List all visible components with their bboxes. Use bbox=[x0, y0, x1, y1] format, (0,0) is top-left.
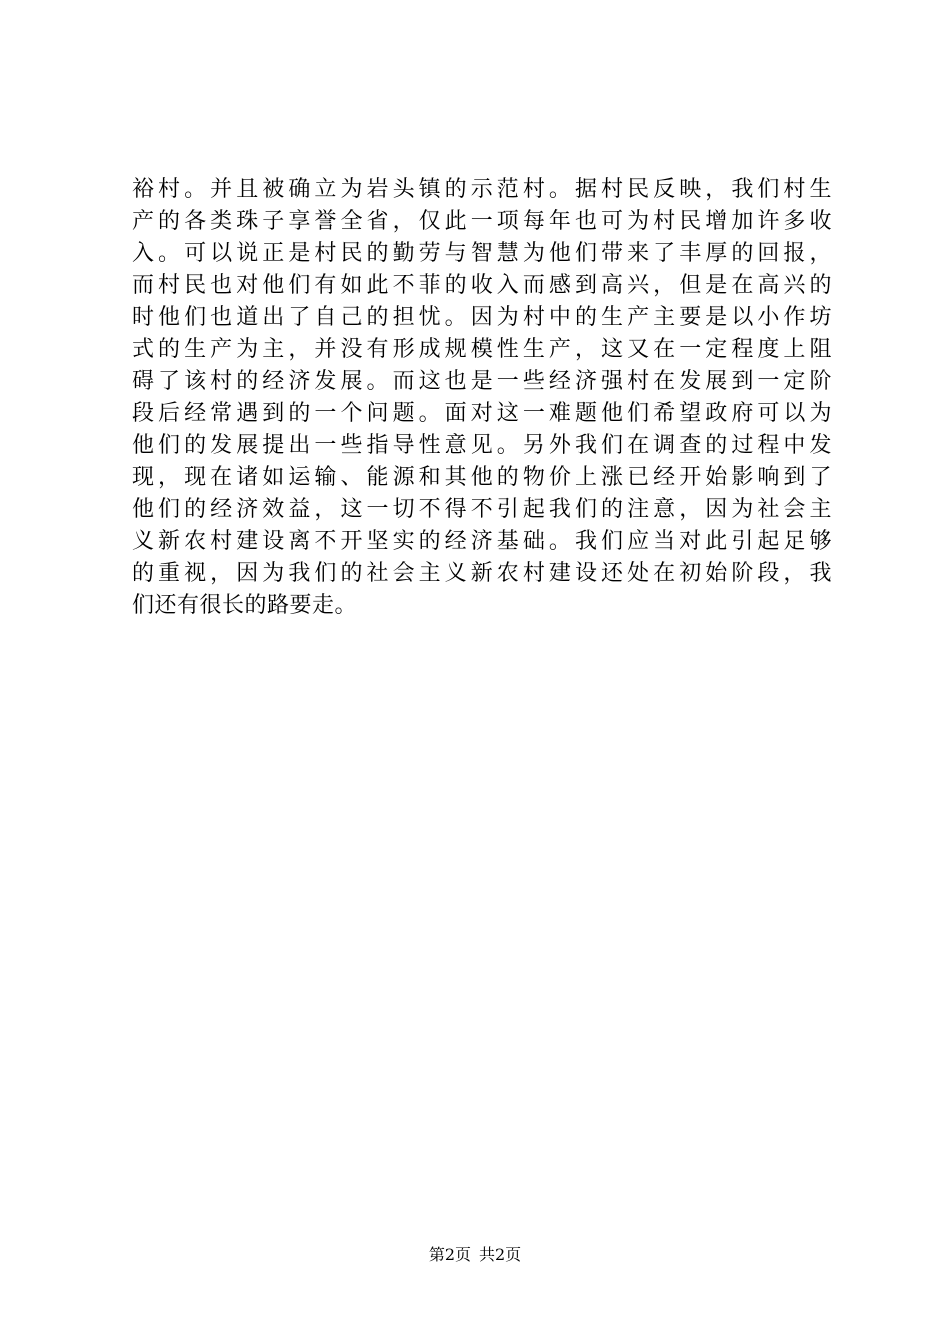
page-total: 共2页 bbox=[479, 1245, 522, 1264]
body-paragraph bbox=[132, 174, 832, 622]
paragraph-line: 时他们也道出了自己的担忧。因为村中的生产主要是以小作坊 bbox=[132, 305, 832, 330]
paragraph-line: 碍了该村的经济发展。而这也是一些经济强村在发展到一定阶 bbox=[132, 369, 832, 394]
paragraph-line: 义新农村建设离不开坚实的经济基础。我们应当对此引起足够 bbox=[132, 529, 832, 554]
paragraph-line: 他们的发展提出一些指导性意见。另外我们在调查的过程中发 bbox=[132, 433, 832, 458]
paragraph-line: 他们的经济效益，这一切不得不引起我们的注意，因为社会主 bbox=[132, 497, 832, 522]
paragraph-line: 入。可以说正是村民的勤劳与智慧为他们带来了丰厚的回报， bbox=[132, 241, 832, 266]
paragraph-line: 裕村。并且被确立为岩头镇的示范村。据村民反映，我们村生 bbox=[132, 177, 832, 202]
page-footer bbox=[0, 1245, 950, 1265]
paragraph-line: 而村民也对他们有如此不菲的收入而感到高兴，但是在高兴的 bbox=[132, 273, 832, 298]
page-number: 第2页 bbox=[428, 1245, 471, 1264]
paragraph-line: 式的生产为主，并没有形成规模性生产，这又在一定程度上阻 bbox=[132, 337, 832, 362]
paragraph-line: 的重视，因为我们的社会主义新农村建设还处在初始阶段，我 bbox=[132, 561, 832, 586]
paragraph-line: 段后经常遇到的一个问题。面对这一难题他们希望政府可以为 bbox=[132, 401, 832, 426]
paragraph-line: 现，现在诸如运输、能源和其他的物价上涨已经开始影响到了 bbox=[132, 465, 832, 490]
paragraph-line: 们还有很长的路要走。 bbox=[132, 593, 358, 618]
paragraph-line: 产的各类珠子享誉全省，仅此一项每年也可为村民增加许多收 bbox=[132, 209, 832, 234]
